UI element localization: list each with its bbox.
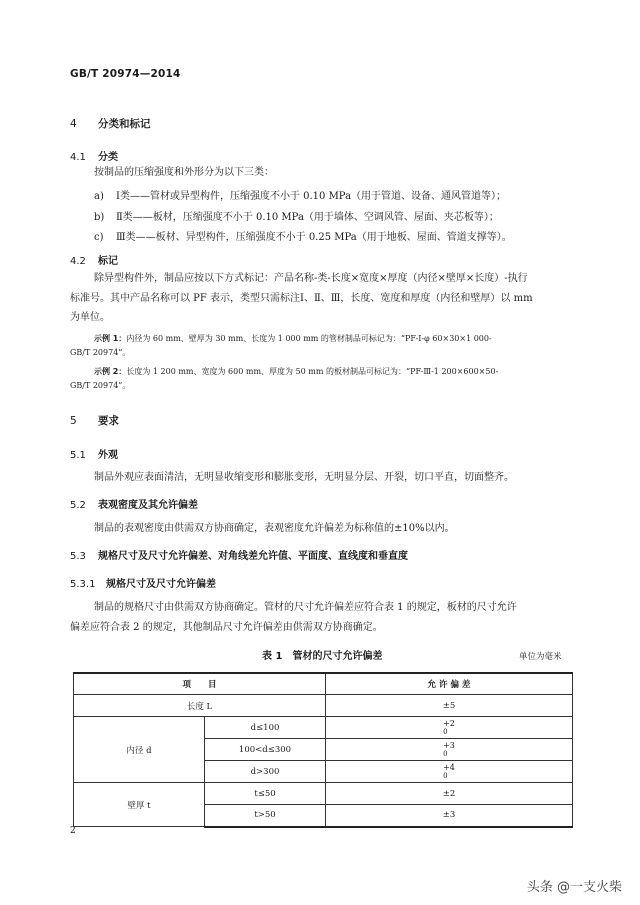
tolerance-table (73, 672, 573, 828)
col-header-tolerance: 允 许 偏 差 (326, 673, 573, 695)
section-number: 5 (70, 415, 77, 427)
appearance-text: 制品外观应表面清洁，无明显收缩变形和膨胀变形，无明显分层、开裂，切口平直，切面整齐。 (94, 472, 514, 483)
classification-intro: 按制品的压缩强度和外形分为以下三类： (94, 167, 274, 178)
length-tolerance: ±5 (326, 695, 573, 717)
example-text: 长度为 1 200 mm、宽度为 600 mm、厚度为 50 mm 的板材制品可标记为：“PF-Ⅲ-1 200×600×50- (126, 367, 499, 376)
lower-deviation: 0 (443, 727, 448, 736)
dimension-para-line-1: 制品的规格尺寸由供需双方协商确定。管材的尺寸允许偏差应符合表 1 的规定，板材的尺寸允许 (94, 602, 517, 613)
section-5-2-heading (70, 496, 198, 511)
section-title: 要求 (98, 415, 119, 427)
table-row (74, 695, 573, 717)
tolerance-cell: ±2 (326, 783, 573, 805)
section-title: 规格尺寸及尺寸允许偏差、对角线差允许值、平面度、直线度和垂直度 (98, 551, 408, 562)
upper-deviation: +3 (443, 740, 455, 750)
tolerance-cell (326, 717, 573, 739)
section-number: 5.2 (70, 500, 86, 511)
inner-diameter-label: 内径 d (74, 717, 205, 783)
section-number: 4 (70, 118, 77, 130)
example-label: 示例 2： (94, 367, 127, 376)
dimension-para-line-2: 偏差应符合表 2 的规定，其他制品尺寸允许偏差由供需双方协商确定。 (70, 622, 383, 633)
section-title: 标记 (98, 256, 118, 267)
density-text: 制品的表观密度由供需双方协商确定，表观密度允许偏差为标称值的±10%以内。 (94, 523, 455, 534)
section-number: 5.3 (70, 551, 86, 562)
list-item (94, 208, 499, 223)
tolerance-cell: ±3 (326, 805, 573, 827)
length-label: 长度 L (74, 695, 326, 717)
section-4-2-heading (70, 252, 118, 267)
list-label: b) (94, 212, 105, 223)
list-text: Ⅰ类——管材或异型构件，压缩强度不小于 0.10 MPa（用于管道、设备、通风管道等）； (116, 191, 507, 202)
section-5-1-heading (70, 446, 118, 461)
marking-para-line-3: 为单位。 (70, 312, 110, 323)
section-number: 4.2 (70, 256, 86, 267)
section-5-heading (70, 413, 119, 428)
section-title: 分类 (98, 152, 118, 163)
list-text: Ⅲ类——板材、异型构件，压缩强度不小于 0.25 MPa（用于地板、屋面、管道支撑等）。 (116, 232, 512, 243)
watermark: 头条 @一支火柴 (526, 880, 622, 895)
condition-cell: t>50 (205, 805, 326, 827)
section-title: 表观密度及其允许偏差 (98, 500, 198, 511)
section-title: 分类和标记 (98, 118, 151, 130)
table-row (74, 717, 573, 739)
list-item (94, 228, 512, 243)
tolerance-cell (326, 739, 573, 761)
section-number: 5.3.1 (70, 579, 96, 590)
section-number: 5.1 (70, 450, 86, 461)
section-number: 4.1 (70, 152, 86, 163)
tolerance-cell (326, 761, 573, 783)
upper-deviation: +4 (443, 762, 455, 772)
standard-code-header: GB/T 20974—2014 (70, 68, 181, 80)
list-item (94, 187, 506, 202)
example-1-cont: GB/T 20974”。 (70, 348, 131, 357)
marking-para-line-1: 除异型构件外，制品应按以下方式标记：产品名称-类-长度×宽度×厚度（内径×壁厚×长度）-执行 (94, 273, 528, 284)
section-title: 规格尺寸及尺寸允许偏差 (106, 579, 216, 590)
example-2-cont: GB/T 20974”。 (70, 381, 131, 390)
condition-cell: 100<d≤300 (205, 739, 326, 761)
table-unit: 单位为毫米 (519, 652, 562, 662)
section-5-3-1-heading (70, 575, 216, 590)
marking-para-line-2: 标准号。其中产品名称可以 PF 表示，类型只需标注Ⅰ、Ⅱ、Ⅲ，长度、宽度和厚度（内径和壁厚）以 mm (70, 293, 533, 304)
page-number: 2 (70, 826, 76, 836)
table-row (74, 783, 573, 805)
table-caption: 表 1 管材的尺寸允许偏差 (262, 651, 383, 662)
condition-cell: t≤50 (205, 783, 326, 805)
upper-deviation: +2 (443, 718, 455, 728)
table-header-row (74, 673, 573, 695)
list-text: Ⅱ类——板材，压缩强度不小于 0.10 MPa（用于墙体、空调风管、屋面、夹芯板等）； (116, 212, 499, 223)
list-label: a) (94, 191, 104, 202)
col-header-item: 项 目 (74, 673, 326, 695)
example-2 (94, 365, 498, 378)
lower-deviation: 0 (443, 749, 448, 758)
example-label: 示例 1： (94, 334, 127, 343)
example-1 (94, 332, 492, 345)
section-5-3-heading (70, 547, 408, 562)
condition-cell: d>300 (205, 761, 326, 783)
section-title: 外观 (98, 450, 118, 461)
condition-cell: d≤100 (205, 717, 326, 739)
lower-deviation: 0 (443, 771, 448, 780)
wall-thickness-label: 壁厚 t (74, 783, 205, 827)
list-label: c) (94, 232, 104, 243)
section-4-1-heading (70, 148, 118, 163)
section-4-heading (70, 116, 151, 131)
example-text: 内径为 60 mm、壁厚为 30 mm、长度为 1 000 mm 的管材制品可标记为：“PF-Ⅰ-φ 60×30×1 000- (126, 334, 492, 343)
